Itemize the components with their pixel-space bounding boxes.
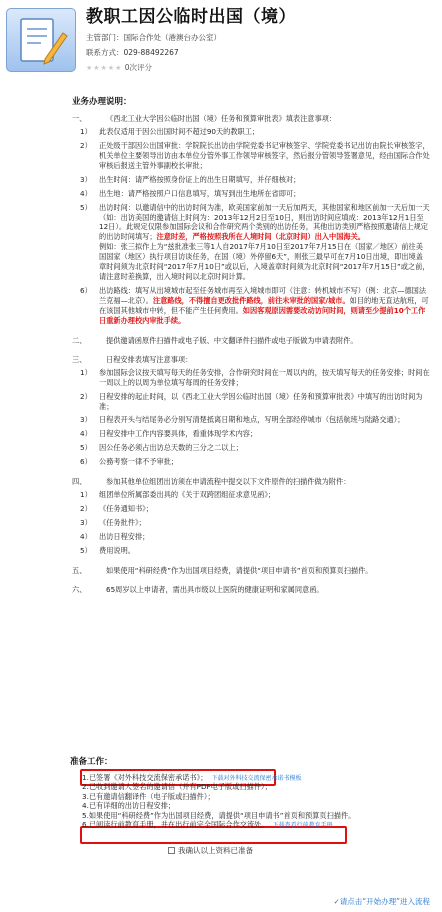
- list-item: 6） 出访路线：填写从出境城市起至任务城市再至入境城市即可（注意：转机城市不写）（例：北京—德国法兰克福—北京）。注意路线，不得擅自更改批件路线，前往未审批的国家/城市。如目的地无直达航班，可在该国其他城市中转，但不能产生任何费用。如因客观原因需要改动访问时间，则请至少提前10个工作日重新办理校内审批手续。: [80, 286, 429, 325]
- prep-title: 准备工作：: [70, 757, 113, 767]
- download-handbook-link[interactable]: 下载查看行前教育手册: [272, 821, 333, 829]
- section-title: 业务办理说明：: [72, 97, 132, 107]
- download-confidentiality-template-link[interactable]: 下载对外科技交流保密承诺书模板: [211, 775, 302, 782]
- rating-count: 0次评分: [124, 63, 153, 72]
- list-item: 4.已有详细的出访日程安排；: [82, 801, 176, 811]
- dept-value: 国际合作处（港澳台办公室）: [123, 33, 221, 42]
- warning-text: 注意路线，不得擅自更改批件路线，前往未审批的国家/城市。: [152, 296, 350, 305]
- list-item: 5.如果使用“科研经费”作为出国项目经费，请提供“项目申请书”首页和预算页扫描件。: [82, 810, 356, 820]
- instruction-paragraph: 六、 65周岁以上申请者，需出具市级以上医院的健康证明和家属同意函。: [72, 584, 324, 594]
- dept-info: [86, 33, 221, 43]
- instruction-paragraph: 四、 参加其他单位组团出访须在申请流程中提交以下文件原件的扫描件做为附件：: [72, 477, 351, 487]
- list-item: 1） 此表仅适用于因公出国时间不超过90天的教职工；: [80, 126, 260, 136]
- confirm-label: 我确认以上资料已准备: [178, 846, 253, 855]
- list-item: 3） 日程表开头与结尾务必分别写清楚抵离日期和地点，写明全部经停城市（包括航班与陆路交通）；: [80, 415, 405, 425]
- page-title: 教职工因公临时出国（境）: [86, 7, 296, 27]
- list-item: 4） 出访日程安排；: [80, 531, 150, 541]
- warning-text: 如因客观原因需要改动访问时间，则请至少提前10个工作日重新办理校内审批手续。: [99, 305, 426, 325]
- warning-text: 注意时差，严格按照我所在人境时间（北京时间）出入中国海关。: [156, 232, 365, 242]
- list-item: 5） 因公任务必须占出访总天数的三分之二以上；: [80, 443, 243, 453]
- list-item: 3） 《任务批件》；: [80, 518, 146, 527]
- instruction-paragraph: 一、 《西北工业大学因公临时出国（境）任务和预算审批表》填表注意事项：: [72, 114, 337, 123]
- app-icon: [6, 8, 76, 72]
- start-process-link[interactable]: ✓请点击“开始办理”进入流程: [333, 897, 430, 906]
- instruction-paragraph: 五、 如果使用“科研经费”作为出国项目经费，请提供“项目申请书”首页和预算页扫描件。: [72, 565, 373, 575]
- list-item: 2） 正处级干部因公出国审批：学院院长出访由学院党委书记审核签字、学院党委书记出访由院长审核签字，机关单位主要领导出访由本单位分管外事工作领导审核签字，然后报分管领导签署意见，经由国际合作处审核后报送主管外事副校长审批；: [80, 140, 430, 170]
- instruction-paragraph: 二、 提供邀请函原件扫描件或电子版、中文翻译件扫描件或电子版做为申请表附件。: [72, 335, 358, 345]
- list-item: 4） 日程安排中工作内容要具体，看重体现学术内容；: [80, 429, 258, 439]
- list-item: 1） 组团单位所属部委出具的《关于双跨团组征求意见函》；: [80, 490, 276, 500]
- list-item: 5） 出访时间：以邀请信中的出访时间为准，欧美国家前加一天后加两天，其他国家和地区前加一天后加一天（如：出访美国的邀请信上时间为：2013年12月2日至10日，则出访时间应填成：2013年12月1日至12日）。此规定仅限参加国际会议和合作研究两个类别的出访任务，其他出访类别严格按照邀请信上规定的出访时间填写；注意时差，严格按照我所在人境时间（北京时间）出入中国海关。 例如：张三拟作上为“兹批准张三等1人自2017年7月10日至2017年7月15日在（国家／地区）前往美国国家（地区）执行项目访谈任务，在国（境）外停留6天”，则张三最早可在7月10日出境，即出境盖章时间须为北京时间“2017年7月10日”或以后，入境盖章时间须为北京时间“2017年7月15日”或之前，请注意时差换算，出入境时间以北京时间计算。: [80, 202, 430, 282]
- list-item: 3.已有邀请信翻译件（电子版或扫描件）；: [82, 791, 215, 801]
- prep-list: [82, 773, 432, 829]
- instruction-paragraph: 三、 日程安排表填写注意事项：: [72, 354, 193, 364]
- rating-stars-icon[interactable]: ★★★★★: [86, 64, 123, 72]
- list-item: 3） 出生时间：请严格按照身份证上的出生日期填写，并仔细核对；: [80, 174, 301, 184]
- dept-label: 主管部门：: [86, 33, 124, 42]
- phone-label: 联系方式：: [86, 48, 124, 57]
- rating: [86, 63, 152, 74]
- contact-info: [86, 48, 179, 58]
- service-header: [0, 0, 442, 82]
- list-item: 2.已收到邀请人签名的邀请信（并有PDF电子版或扫描件）；: [82, 782, 272, 792]
- list-item: 5） 费用说明。: [80, 545, 135, 555]
- list-item: 2） 日程安排的起止时间，以《西北工业大学因公临时出国（境）任务和预算审批表》中填写的出访时间为准；: [80, 391, 423, 411]
- confirm-checkbox[interactable]: [168, 846, 253, 856]
- list-item: 6.已阅读行前教育手册，并在出行前完全国际合作交流处。 下载查看行前教育手册: [82, 819, 333, 829]
- checkbox-icon[interactable]: [168, 847, 175, 854]
- instructions-body: [66, 114, 430, 598]
- list-item: 1） 参加国际会议按天填写每天的任务安排，合作研究时间在一周以内的，按天填写每天的任务安排；时间在一周以上的以周为单位填写每周的任务安排；: [80, 367, 430, 387]
- list-item: 6） 公務考察一律不予审批；: [80, 457, 179, 467]
- list-item: 4） 出生地：请严格按照户口信息填写，填写到出生地所在省即可；: [80, 188, 301, 198]
- list-item: 2） 《任务通知书》；: [80, 504, 153, 514]
- list-item: 1.已签署《对外科技交流保密承诺书》； 下载对外科技交流保密承诺书模板: [82, 773, 302, 782]
- phone-value: 029-88492267: [123, 48, 179, 57]
